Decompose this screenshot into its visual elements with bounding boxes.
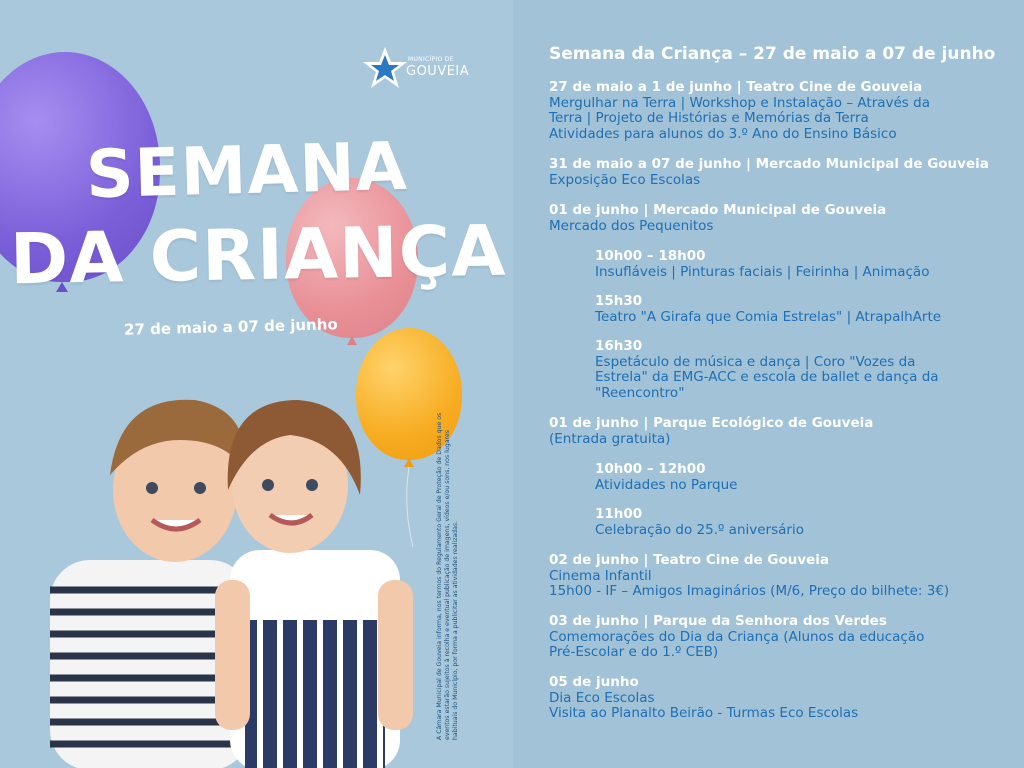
event-text: Atividades para alunos do 3.º Ano do Ensino Básico — [549, 125, 897, 142]
sub-event-text: Espetáculo de música e dança | Coro "Vozes da — [595, 353, 916, 370]
poster-title-line1: SEMANA — [85, 127, 409, 214]
event-heading: 01 de junho | Mercado Municipal de Gouveia — [549, 202, 887, 218]
event-text: Dia Eco Escolas — [549, 689, 655, 706]
event-heading: 03 de junho | Parque da Senhora dos Verdes — [549, 613, 887, 629]
event-text: Mergulhar na Terra | Workshop e Instalação – Através da — [549, 94, 930, 111]
logo-name: GOUVEIA — [406, 64, 470, 79]
sub-event-text: Estrela" da EMG-ACC e escola de ballet e dança da — [595, 369, 939, 386]
event-heading: 02 de junho | Teatro Cine de Gouveia — [549, 552, 830, 568]
logo-subtitle: MUNICÍPIO DE — [408, 56, 454, 63]
sub-event-text: Atividades no Parque — [595, 476, 738, 493]
sub-event-time: 11h00 — [595, 506, 643, 522]
legal-notice: A Câmara Municipal de Gouveia informa, nos termos do Regulamento Geral de Proteção de Dados que os eventos estarão sujeitos à recolha e eventual publicação de imagens, vídeos e/ou sons, nos lugares habituais do Município, por forma a publicitar as atividades realizadas. — [436, 412, 459, 740]
sub-event-time: 16h30 — [595, 338, 643, 354]
event-block-7 — [549, 675, 1009, 722]
sub-event — [595, 339, 1015, 401]
event-heading: 27 de maio a 1 de junho | Teatro Cine de Gouveia — [549, 79, 923, 95]
event-heading: 31 de maio a 07 de junho | Mercado Municipal de Gouveia — [549, 156, 989, 172]
sub-event-time: 15h30 — [595, 293, 643, 309]
children-photo — [40, 380, 460, 768]
event-heading: 01 de junho | Parque Ecológico de Gouveia — [549, 415, 874, 431]
sub-event-text: Insufláveis | Pinturas faciais | Feirinha | Animação — [595, 263, 930, 280]
event-text: Comemorações do Dia da Criança (Alunos da educação — [549, 628, 925, 645]
sub-event-text: "Reencontro" — [595, 384, 685, 401]
event-block-4 — [549, 416, 1009, 447]
event-text: Terra | Projeto de Histórias e Memórias da Terra — [549, 110, 869, 127]
sub-event-time: 10h00 – 12h00 — [595, 461, 706, 477]
event-heading: 05 de junho — [549, 674, 639, 690]
sub-event — [595, 294, 1015, 325]
event-block-5 — [549, 553, 1009, 600]
star-logo-icon — [360, 44, 410, 94]
event-block-6 — [549, 614, 1009, 661]
event-text: 15h00 - IF – Amigos Imaginários (M/6, Preço do bilhete: 3€) — [549, 583, 950, 600]
sub-event-text: Celebração do 25.º aniversário — [595, 521, 804, 538]
event-text: Visita ao Planalto Beirão - Turmas Eco Escolas — [549, 705, 859, 722]
schedule-panel — [513, 0, 1024, 768]
event-text: Cinema Infantil — [549, 567, 652, 584]
sub-event — [595, 507, 1015, 538]
event-block-2 — [549, 157, 1009, 188]
sub-event — [595, 462, 1015, 493]
event-block-3 — [549, 203, 1009, 234]
sub-event — [595, 249, 1015, 280]
event-text: Pré-Escolar e do 1.º CEB) — [549, 644, 719, 661]
event-text: (Entrada gratuita) — [549, 430, 671, 447]
event-text: Exposição Eco Escolas — [549, 171, 701, 188]
poster-date: 27 de maio a 07 de junho — [123, 315, 338, 339]
sub-event-text: Teatro "A Girafa que Comia Estrelas" | AtrapalhArte — [595, 308, 942, 325]
schedule-title: Semana da Criança – 27 de maio a 07 de junho — [549, 44, 996, 64]
event-block-1 — [549, 80, 1009, 142]
event-text: Mercado dos Pequenitos — [549, 217, 714, 234]
sub-event-time: 10h00 – 18h00 — [595, 248, 706, 264]
municipality-logo — [360, 44, 470, 96]
poster-title-line2: DA CRIANÇA — [9, 209, 507, 301]
